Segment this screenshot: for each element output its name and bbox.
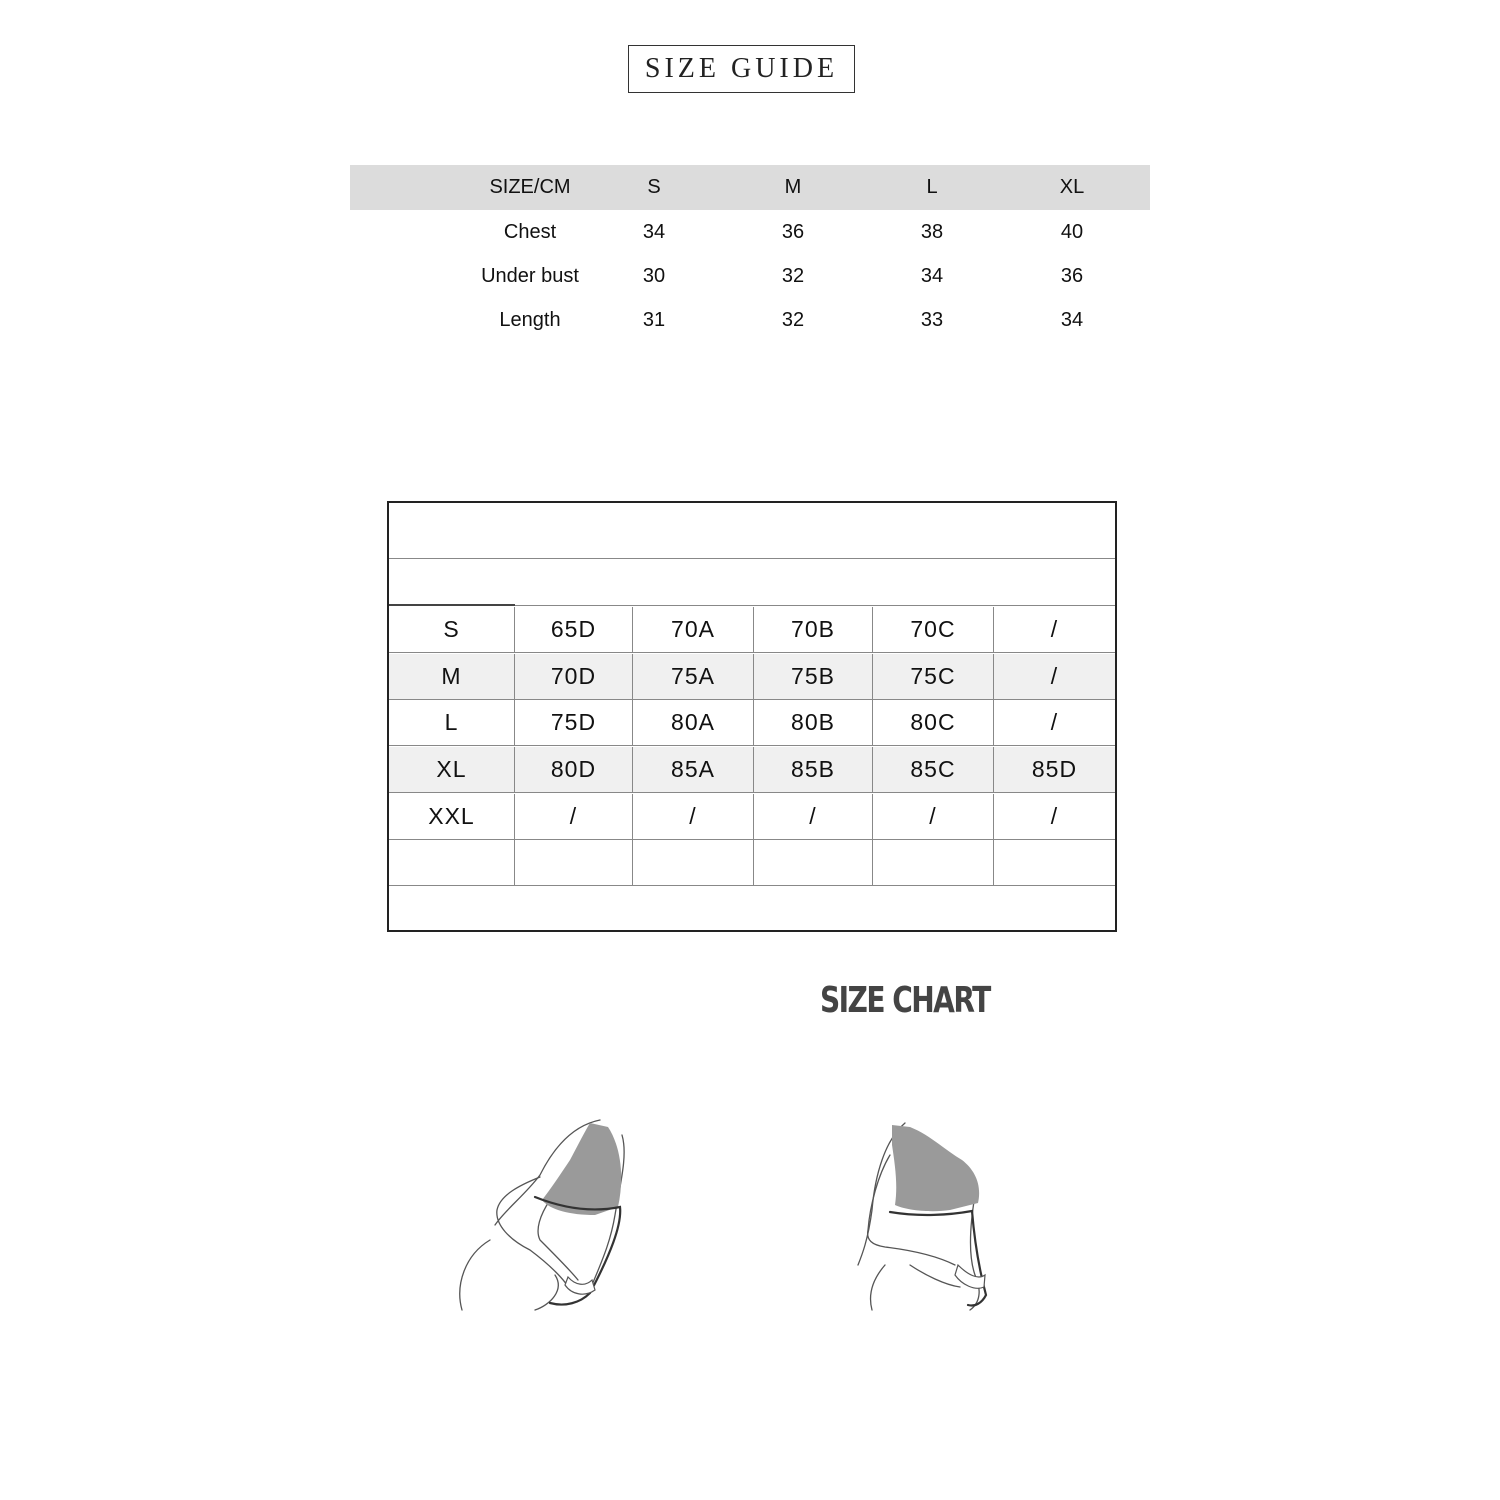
grid-empty-cell	[389, 840, 515, 885]
grid-cell: /	[1050, 616, 1059, 642]
garment-shape	[892, 1125, 979, 1211]
row-label: Under bust	[481, 264, 579, 287]
grid-size-cell: L	[389, 700, 515, 745]
header-cell: XL	[1059, 176, 1085, 198]
table-cell: 30	[642, 264, 666, 287]
size-guide-title: SIZE GUIDE	[628, 45, 855, 93]
row-label: Chest	[503, 220, 557, 243]
grid-blank-row	[389, 560, 1115, 606]
grid-cell: 70D	[515, 654, 633, 699]
measurement-table	[350, 165, 1150, 342]
size-chart-heading: SIZE CHART	[820, 980, 990, 1021]
table-cell: 32	[781, 264, 805, 287]
grid-cell: 85C	[873, 747, 994, 792]
grid-cell: 65D	[515, 607, 633, 652]
measurement-row-under-bust	[350, 254, 1150, 298]
grid-size-cell: M	[389, 654, 515, 699]
grid-cell: /	[1050, 663, 1059, 689]
header-cell: L	[926, 176, 938, 198]
grid-cell: 85B	[754, 747, 873, 792]
table-cell: 40	[1060, 220, 1084, 243]
chest-measure-figure	[850, 1115, 1000, 1315]
hand-outline	[565, 1277, 595, 1294]
table-cell: 34	[920, 264, 944, 287]
table-cell: 38	[920, 220, 944, 243]
table-cell: 34	[1060, 308, 1084, 331]
grid-cell: 85A	[633, 747, 754, 792]
garment-shape	[542, 1123, 621, 1215]
grid-cell: /	[515, 794, 633, 839]
grid-row-m	[389, 654, 1115, 700]
grid-cell: 75B	[754, 654, 873, 699]
header-cell: S	[647, 176, 661, 198]
grid-cell: /	[633, 794, 754, 839]
row-label: Length	[499, 308, 561, 331]
grid-size-cell: XL	[389, 747, 515, 792]
table-cell: 36	[1060, 264, 1084, 287]
grid-row-s	[389, 607, 1115, 653]
grid-empty-cell	[633, 840, 754, 885]
grid-row-xl	[389, 747, 1115, 793]
figure-belly-outline	[910, 1265, 960, 1287]
header-cell: M	[784, 176, 802, 198]
grid-cell: /	[754, 794, 873, 839]
measurement-row-chest	[350, 210, 1150, 254]
figure-hip-outline	[460, 1240, 490, 1310]
grid-empty-cell	[754, 840, 873, 885]
underbust-measure-figure	[450, 1115, 650, 1315]
table-cell: 33	[920, 308, 944, 331]
grid-cell: 70C	[873, 607, 994, 652]
grid-cell: 75D	[515, 700, 633, 745]
grid-row-empty	[389, 840, 1115, 886]
grid-empty-cell	[515, 840, 633, 885]
grid-cell: 80B	[754, 700, 873, 745]
grid-row-xxl	[389, 794, 1115, 840]
grid-cell: 75C	[873, 654, 994, 699]
grid-blank-row	[389, 503, 1115, 559]
grid-empty-cell	[994, 840, 1115, 885]
bra-size-grid	[387, 501, 1117, 932]
measurement-header-row	[350, 165, 1150, 210]
grid-cell: 80A	[633, 700, 754, 745]
measurement-row-length	[350, 298, 1150, 342]
grid-cell: 75A	[633, 654, 754, 699]
grid-empty-cell	[873, 840, 994, 885]
grid-cell: 85D	[1031, 756, 1078, 782]
grid-cell: /	[1050, 803, 1059, 829]
grid-cell: 80D	[515, 747, 633, 792]
table-cell: 34	[642, 220, 666, 243]
grid-cell: /	[873, 794, 994, 839]
figure-hip-outline	[871, 1265, 885, 1310]
grid-size-cell: S	[389, 607, 515, 652]
table-cell: 31	[642, 308, 666, 331]
table-cell: 32	[781, 308, 805, 331]
grid-cell: 70A	[633, 607, 754, 652]
grid-cell: /	[1050, 709, 1059, 735]
grid-row-l	[389, 700, 1115, 746]
header-cell: SIZE/CM	[489, 176, 571, 198]
grid-size-cell: XXL	[389, 794, 515, 839]
grid-cell: 80C	[873, 700, 994, 745]
table-cell: 36	[781, 220, 805, 243]
grid-cell: 70B	[754, 607, 873, 652]
